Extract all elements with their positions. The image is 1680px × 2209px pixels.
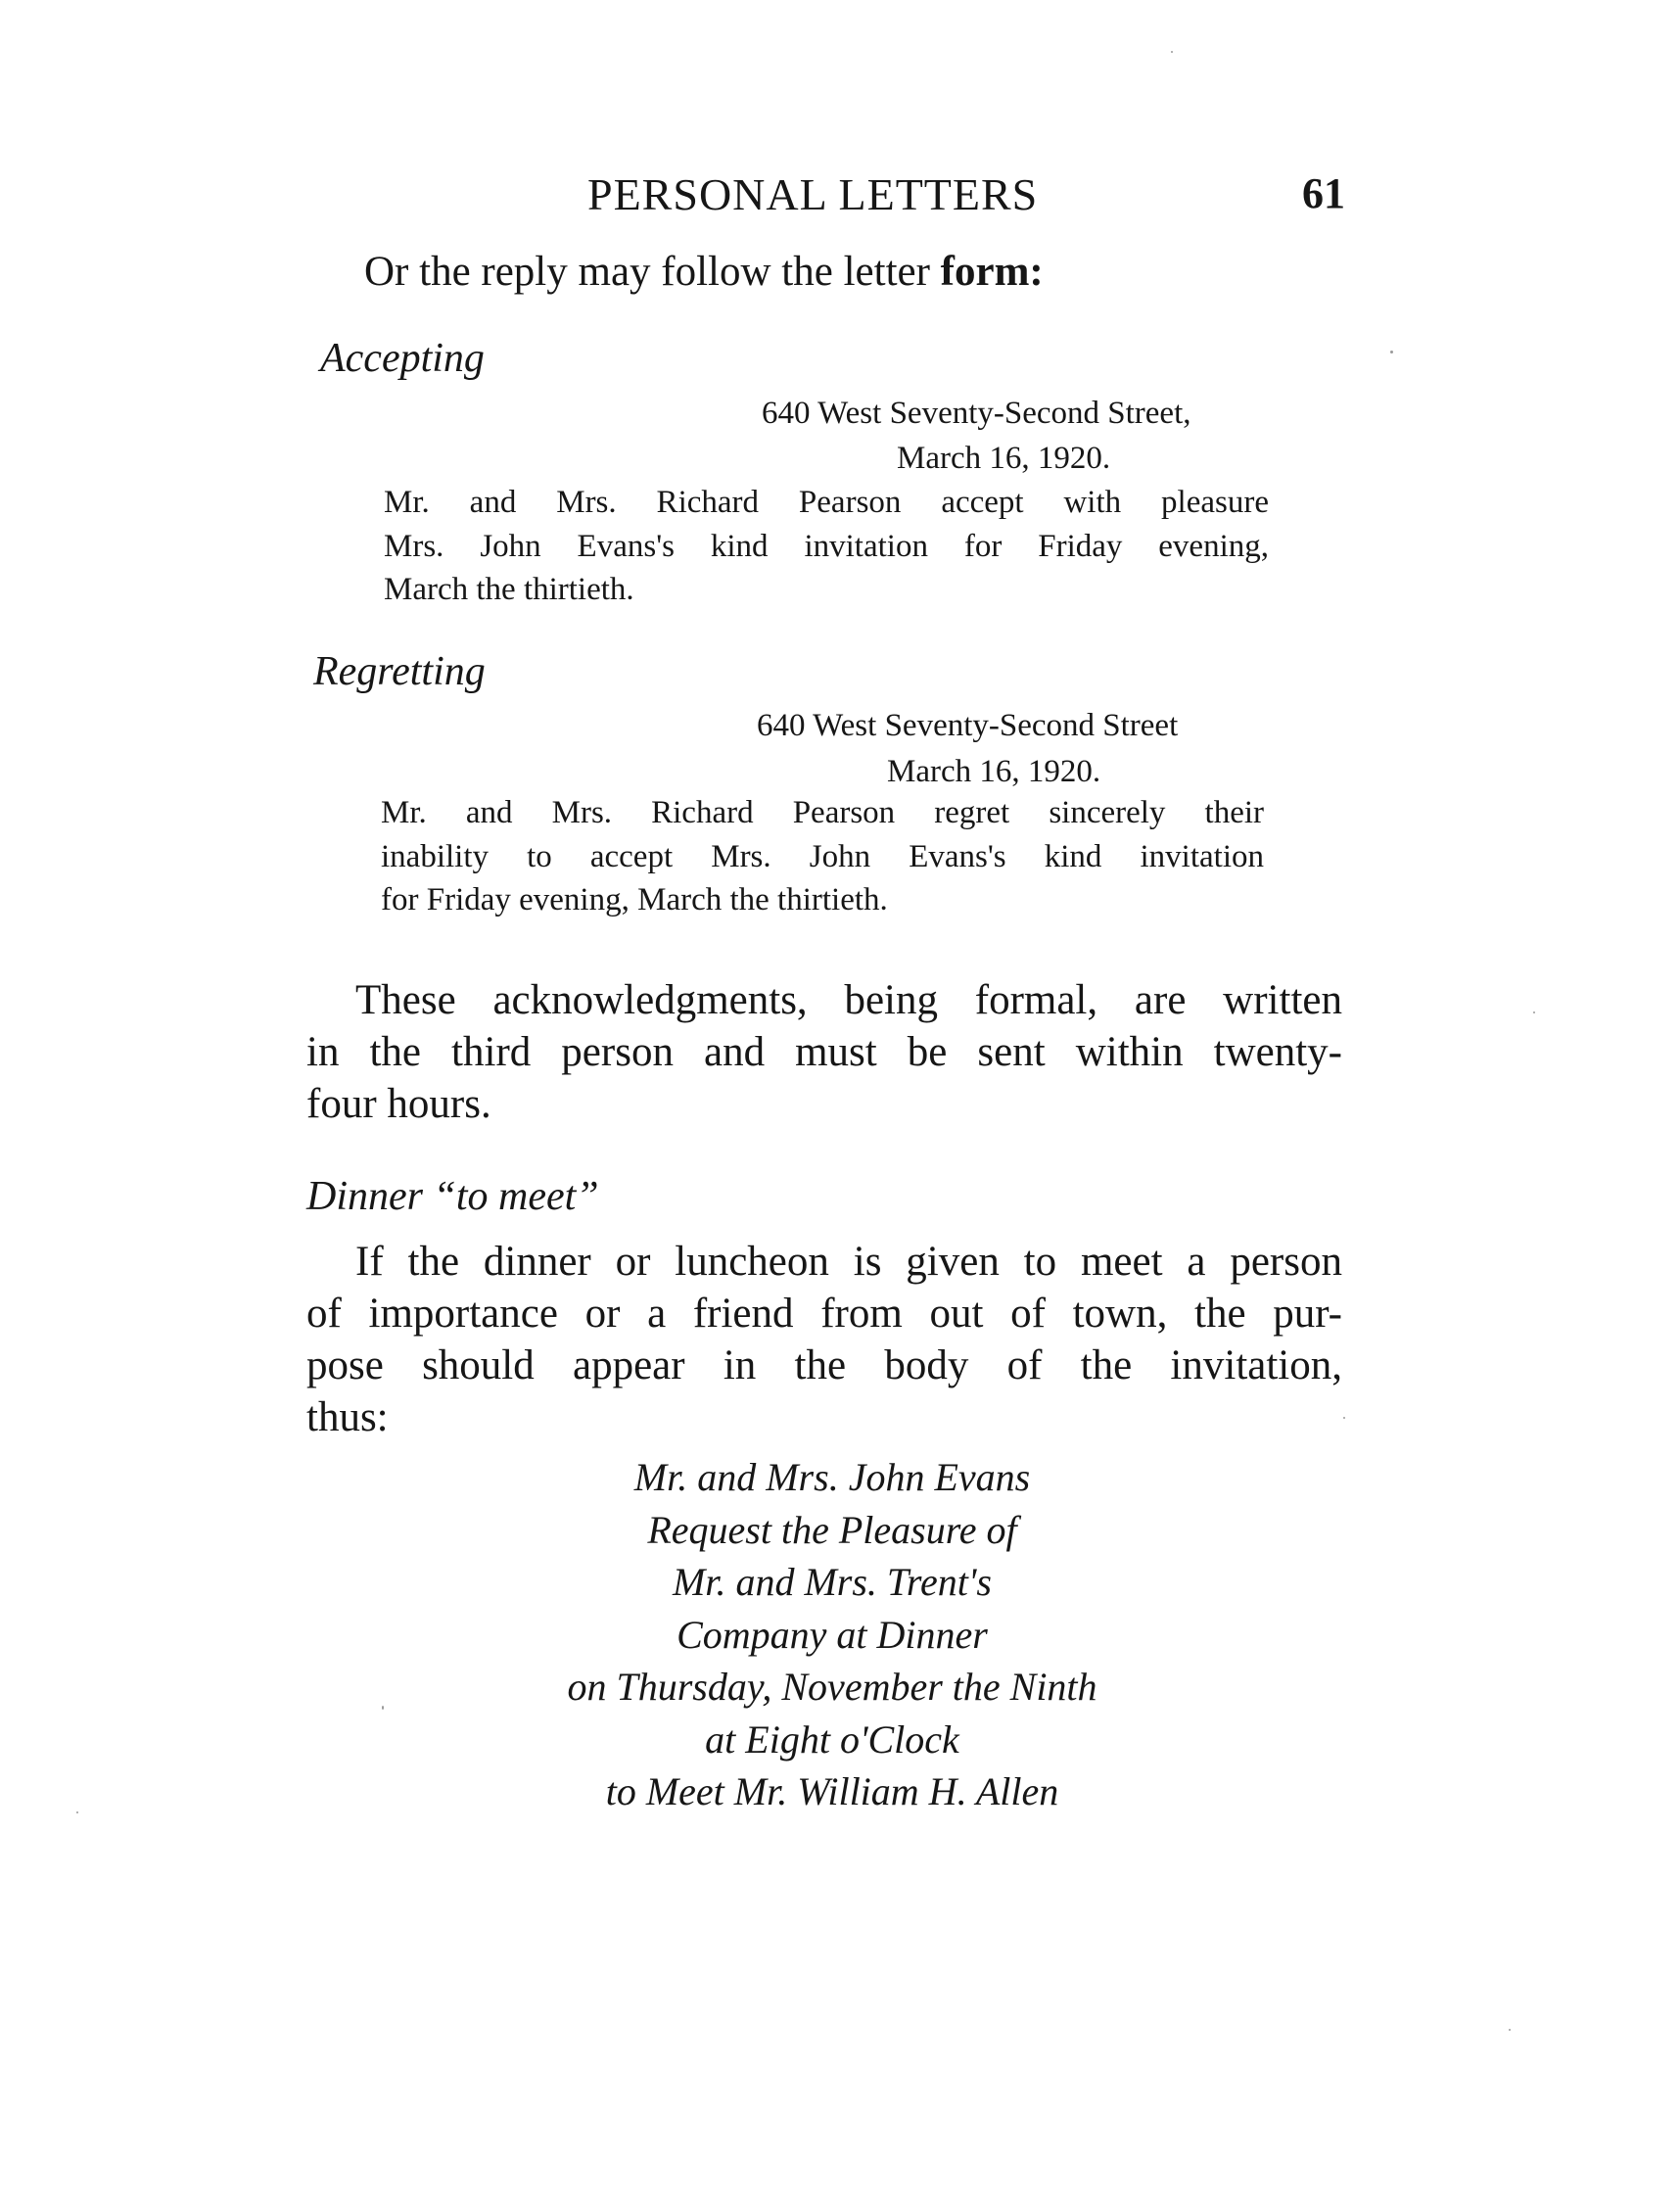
dinner-paragraph <box>306 1236 1342 1443</box>
invitation-line: on Thursday, November the Ninth <box>567 1665 1097 1709</box>
scan-speck <box>1343 1417 1345 1419</box>
paragraph-line: These acknowledgments, being formal, are written <box>355 977 1342 1023</box>
invitation-line: Company at Dinner <box>677 1612 988 1657</box>
acknowledgments-paragraph <box>306 974 1342 1130</box>
regretting-body-line: for Friday evening, March the thirtieth. <box>381 882 888 917</box>
lead-bold-word: form: <box>940 249 1044 295</box>
paragraph-line: If the dinner or luncheon is given to meet a person <box>355 1239 1342 1285</box>
regretting-heading: Regretting <box>313 649 486 694</box>
accepting-body-line: Mrs. John Evans's kind invitation for Friday evening, <box>384 528 1269 564</box>
lead-sentence <box>364 248 1044 296</box>
accepting-address: 640 West Seventy-Second Street, <box>762 396 1191 431</box>
regretting-body-line: inability to accept Mrs. John Evans's kind invitation <box>381 838 1264 874</box>
paragraph-line: thus: <box>306 1394 389 1440</box>
scan-speck <box>76 1811 78 1813</box>
scan-speck <box>1509 2029 1511 2031</box>
invitation-line: at Eight o'Clock <box>705 1716 959 1762</box>
page-number: 61 <box>1302 169 1345 217</box>
paragraph-line: in the third person and must be sent within twenty- <box>306 1029 1342 1075</box>
paragraph-line: four hours. <box>306 1081 491 1127</box>
scan-speck <box>1390 351 1393 353</box>
regretting-body <box>381 791 1264 922</box>
running-title: PERSONAL LETTERS <box>587 169 1039 219</box>
accepting-body <box>384 481 1269 612</box>
invitation-line: Mr. and Mrs. Trent's <box>672 1560 992 1604</box>
scan-speck <box>1533 1011 1535 1013</box>
invitation-line: Request the Pleasure of <box>647 1507 1017 1552</box>
regretting-address: 640 West Seventy-Second Street <box>757 708 1179 743</box>
accepting-body-line: March the thirtieth. <box>384 572 634 607</box>
regretting-body-line: Mr. and Mrs. Richard Pearson regret sincerely their <box>381 795 1264 830</box>
invitation-line: Mr. and Mrs. John Evans <box>633 1455 1031 1499</box>
scan-speck <box>382 1706 384 1710</box>
invitation-line: to Meet Mr. William H. Allen <box>605 1769 1059 1813</box>
regretting-date: March 16, 1920. <box>887 754 1101 789</box>
paragraph-line: of importance or a friend from out of town, the pur- <box>306 1291 1342 1337</box>
lead-text: Or the reply may follow the letter <box>364 249 941 295</box>
accepting-date: March 16, 1920. <box>897 441 1111 476</box>
scan-speck <box>1171 51 1173 53</box>
accepting-body-line: Mr. and Mrs. Richard Pearson accept with pleasure <box>384 485 1269 520</box>
dinner-heading: Dinner “to meet” <box>306 1174 599 1219</box>
accepting-heading: Accepting <box>320 336 485 381</box>
formal-invitation <box>421 1451 1243 1818</box>
paragraph-line: pose should appear in the body of the invitation, <box>306 1342 1342 1388</box>
